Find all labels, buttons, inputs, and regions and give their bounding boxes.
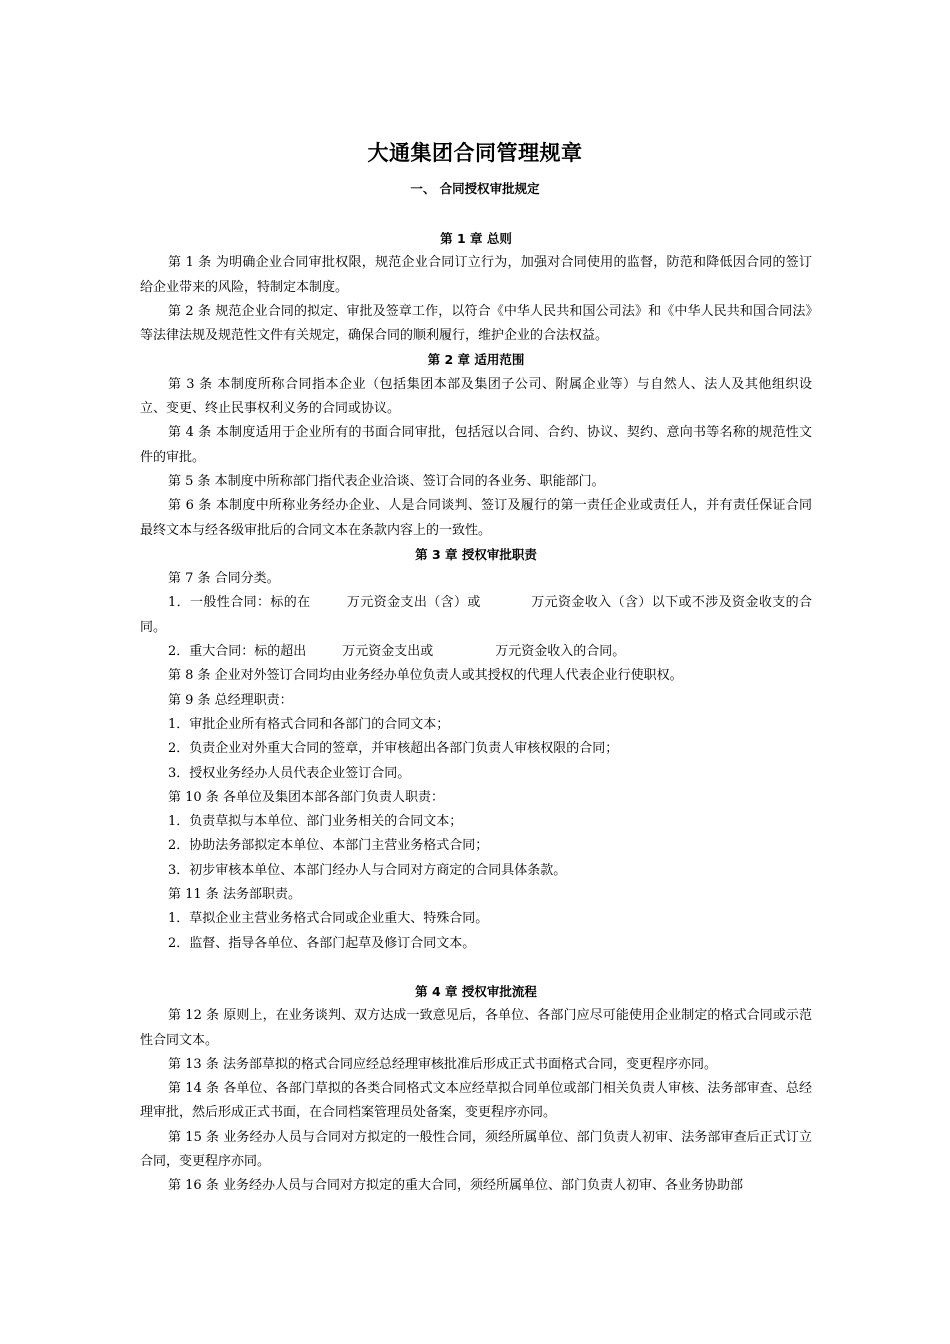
list-item [140,591,812,640]
article-paragraph: 第 5 条 本制度中所称部门指代表企业洽谈、签订合同的各业务、职能部门。 [168,473,605,489]
article-paragraph: 第 1 条 为明确企业合同审批权限，规范企业合同订立行为，加强对合同使用的监督，防范和降低因合同的签订给企业带来的风险，特制定本制度。 [140,255,812,295]
article-paragraph: 第 10 条 各单位及集团本部各部门负责人职责： [168,789,444,805]
article-paragraph: 第 7 条 合同分类。 [168,571,280,587]
list-item: 1．负责草拟与本单位、部门业务相关的合同文本； [168,814,463,830]
list-item-text: 万元资金支出或 [342,644,434,660]
article-paragraph: 第 3 条 本制度所称合同指本企业（包括集团本部及集团子公司、附属企业等）与自然人、法人及其他组织设立、变更、终止民事权利义务的合同或协议。 [140,376,812,417]
article-paragraph: 第 6 条 本制度中所称业务经办企业、人是合同谈判、签订及履行的第一责任企业或责任人，并有责任保证合同最终文本与经各级审批后的合同文本在条款内容上的一致性。 [140,498,812,538]
article-paragraph: 第 9 条 总经理职责： [168,692,293,708]
list-item-text: 万元资金支出（含）或 [346,595,481,611]
chapter-heading: 第 3 章 授权审批职责 [415,546,537,562]
article-paragraph: 第 12 条 原则上，在业务谈判、双方达成一致意见后，各单位、各部门应尽可能使用企业制定的格式合同或示范性合同文本。 [140,1008,812,1048]
section-heading: 一、 合同授权审批规定 [410,181,540,196]
article-paragraph: 第 14 条 各单位、各部门草拟的各类合同格式文本应经草拟合同单位或部门相关负责人审核、法务部审查、总经理审批，然后形成正式书面，在合同档案管理员处备案，变更程序亦同。 [140,1081,812,1121]
list-item-text: 万元资金收入的合同。 [495,644,626,660]
list-item: 1．草拟企业主营业务格式合同或企业重大、特殊合同。 [168,911,489,927]
list-item: 3．授权业务经办人员代表企业签订合同。 [168,765,411,781]
chapter-heading: 第 2 章 适用范围 [427,352,525,368]
article-paragraph: 第 2 条 规范企业合同的拟定、审批及签章工作，以符合《中华人民共和国公司法》和《中华人民共和国合同法》等法律法规及规范性文件有关规定，确保合同的顺利履行，维护企业的合法权益。 [140,303,812,344]
article-paragraph: 第 13 条 法务部草拟的格式合同应经总经理审核批准后形成正式书面格式合同，变更程序亦同。 [168,1056,717,1072]
chapter-heading: 第 1 章 总则 [440,231,512,246]
list-item-text: 2．重大合同：标的超出 [168,644,307,660]
list-item-text: 万元资金收入（含）以下或不涉及资金收支的合同。 [140,595,812,635]
list-item-text: 1．一般性合同：标的在 [168,595,311,611]
list-item: 1．审批企业所有格式合同和各部门的合同文本； [168,716,450,732]
list-item: 2．监督、指导各单位、各部门起草及修订合同文本。 [168,935,476,951]
list-item: 2．负责企业对外重大合同的签章，并审核超出各部门负责人审核权限的合同； [168,741,619,757]
chapter-heading: 第 4 章 授权审批流程 [415,983,537,999]
spacer [140,956,812,980]
article-paragraph: 第 4 条 本制度适用于企业所有的书面合同审批，包括冠以合同、合约、协议、契约、意向书等名称的规范性文件的审批。 [140,425,812,465]
list-item [140,640,812,664]
document-title: 大通集团合同管理规章 [367,141,583,165]
list-item: 3．初步审核本单位、本部门经办人与合同对方商定的合同具体条款。 [168,862,567,878]
article-paragraph: 第 8 条 企业对外签订合同均由业务经办单位负责人或其授权的代理人代表企业行使职权。 [168,668,683,684]
document-body [140,227,812,1199]
article-paragraph: 第 15 条 业务经办人员与合同对方拟定的一般性合同，须经所属单位、部门负责人初审、法务部审查后正式订立合同，变更程序亦同。 [140,1129,812,1169]
article-paragraph: 第 16 条 业务经办人员与合同对方拟定的重大合同，须经所属单位、部门负责人初审、各业务协助部 [168,1178,743,1194]
article-paragraph: 第 11 条 法务部职责。 [168,887,301,903]
list-item: 2．协助法务部拟定本单位、本部门主营业务格式合同； [168,838,489,854]
